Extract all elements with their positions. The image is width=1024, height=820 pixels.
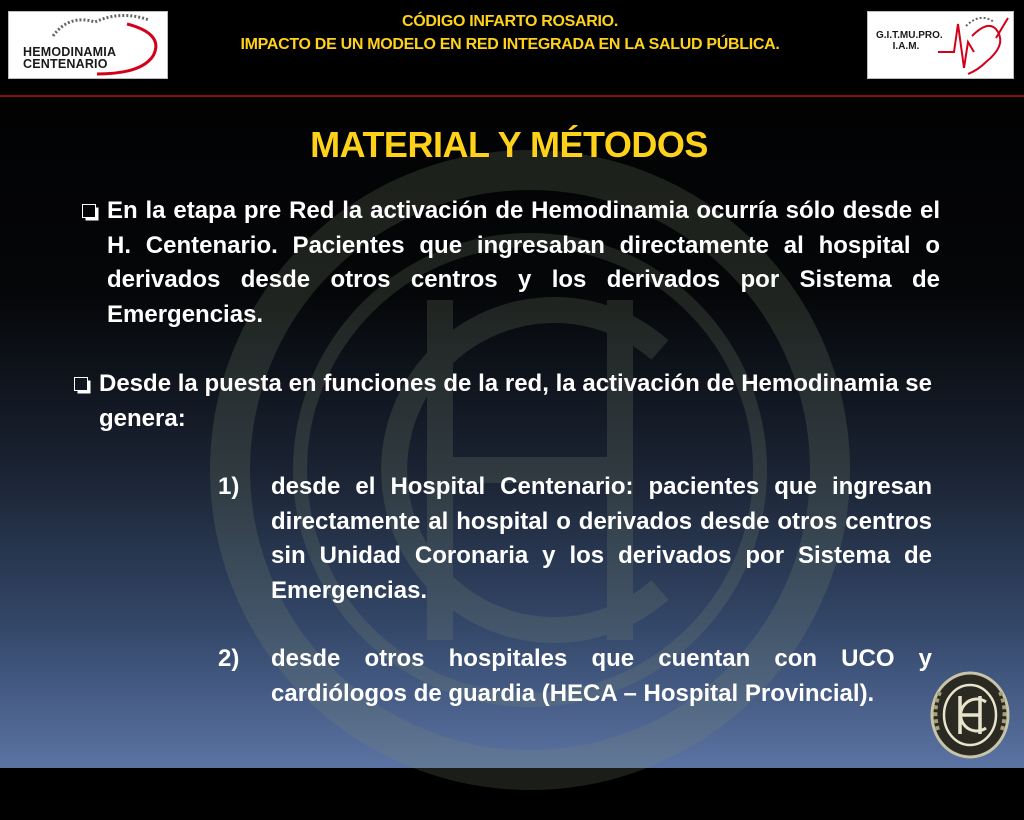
checkbox-bullet-icon	[74, 377, 88, 391]
list-item-2-text: desde otros hospitales que cuentan con UCO y cardiólogos de guardia (HECA – Hospital Provincial).	[271, 645, 932, 707]
ecg-heart-icon	[868, 12, 1013, 78]
header-divider	[0, 95, 1024, 97]
bullet-1-text: En la etapa pre Red la activación de Hemodinamia ocurría sólo desde el H. Centenario. Pacientes que ingresaban directamente al hospital o derivados desde otros centros y los derivados por Sistema de Emergencias.	[107, 197, 940, 328]
header-title-line2: IMPACTO DE UN MODELO EN RED INTEGRADA EN LA SALUD PÚBLICA.	[240, 36, 780, 53]
header-bar	[0, 0, 1024, 96]
logo-right-line2: I.A.M.	[892, 41, 920, 52]
checkbox-bullet-icon	[82, 204, 96, 218]
list-item-1-text: desde el Hospital Centenario: pacientes que ingresan directamente al hospital o derivados desde otros centros sin Unidad Coronaria y los derivados por Sistema de Emergencias.	[271, 473, 932, 604]
logo-right-line1: G.I.T.MU.PRO.	[876, 30, 943, 41]
list-number-1: 1)	[218, 473, 240, 500]
hemodinamia-centenario-logo	[8, 11, 168, 79]
page-title: MATERIAL Y MÉTODOS	[310, 124, 708, 165]
logo-left-line1: HEMODINAMIA	[23, 45, 117, 59]
hospital-emblem-icon	[928, 670, 1012, 760]
gitmupro-logo	[867, 11, 1014, 79]
header-title	[170, 10, 850, 56]
bullet-2-text: Desde la puesta en funciones de la red, la activación de Hemodinamia se genera:	[99, 370, 932, 432]
list-number-2: 2)	[218, 645, 240, 672]
header-title-line1: CÓDIGO INFARTO ROSARIO.	[402, 13, 618, 30]
logo-left-line2: CENTENARIO	[23, 57, 108, 71]
